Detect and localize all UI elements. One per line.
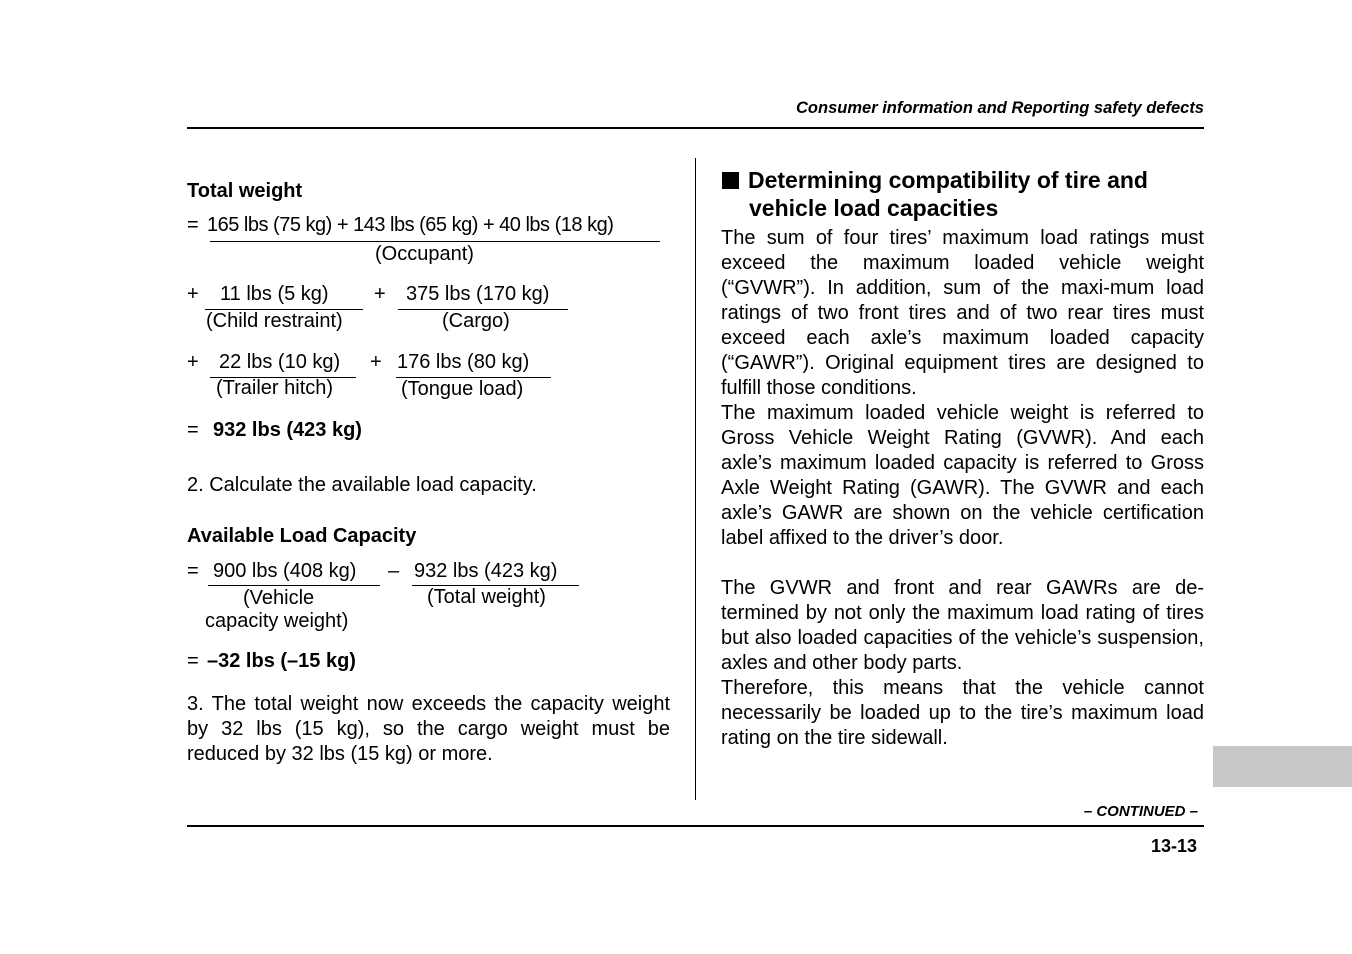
eq1-equals: =	[187, 214, 199, 236]
total-equals: =	[187, 419, 199, 441]
paragraph-2: The maximum loaded vehicle weight is referred to Gross Vehicle Weight Rating (GVWR). And each axle’s maximum loaded capacity is referred to Gross Axle Weight Rating (GAWR). The GVWR and each axle’s GAWR are shown on the vehicle certification label affixed to the driver’s door.	[721, 402, 1204, 549]
paragraph-1: The sum of four tires’ maximum load ratings must exceed the maximum loaded vehicle weight (“GVWR”). In addition, sum of the maxi-mum load ratings of two front tires and of two rear tires must exceed each axle’s maximum loaded capacity (“GAWR”). Original equipment tires are designed to fulfill those conditions.	[721, 227, 1204, 399]
total-weight-heading: Total weight	[187, 180, 303, 202]
step-3-text: 3. The total weight now exceeds the capacity weight by 32 lbs (15 kg), so the cargo weight must be reduced by 32 lbs (15 kg) or more.	[187, 693, 670, 765]
continued-marker: – CONTINUED –	[1083, 803, 1198, 820]
step-2-text: 2. Calculate the available load capacity.	[187, 474, 537, 496]
column-divider	[695, 158, 696, 800]
footer-rule	[187, 825, 1204, 827]
avail-label1b: capacity weight)	[205, 610, 349, 632]
avail-value2: 932 lbs (423 kg)	[414, 560, 558, 582]
eq1-underline	[210, 241, 660, 242]
row2-label1: (Child restraint)	[206, 310, 343, 332]
eq1-label: (Occupant)	[375, 243, 474, 265]
eq1-value: 165 lbs (75 kg) + 143 lbs (65 kg) + 40 lbs (18 kg)	[207, 214, 614, 236]
row2-plus1: +	[187, 283, 199, 305]
available-load-heading: Available Load Capacity	[187, 525, 417, 547]
avail-label1a: (Vehicle	[243, 587, 315, 609]
chapter-tab	[1213, 746, 1352, 787]
row3-label2: (Tongue load)	[401, 378, 524, 400]
result-equals: =	[187, 650, 199, 672]
heading-line1: Determining compatibility of tire and	[748, 167, 1148, 193]
row2-value2: 375 lbs (170 kg)	[406, 283, 550, 305]
total-value: 932 lbs (423 kg)	[213, 419, 362, 441]
header-rule	[187, 127, 1204, 129]
section-heading	[722, 166, 1202, 222]
result-value: –32 lbs (–15 kg)	[207, 650, 356, 672]
paragraph-4: Therefore, this means that the vehicle cannot necessarily be loaded up to the tire’s maximum load rating on the tire sidewall.	[721, 677, 1204, 749]
avail-minus: –	[388, 560, 400, 582]
running-header: Consumer information and Reporting safety defects	[796, 99, 1204, 117]
paragraph-3: The GVWR and front and rear GAWRs are de-termined by not only the maximum load rating of tires but also loaded capacities of the vehicle’s suspension, axles and other body parts.	[721, 577, 1204, 674]
avail-label2: (Total weight)	[427, 586, 546, 608]
row2-plus2: +	[374, 283, 386, 305]
square-bullet-icon	[722, 172, 739, 189]
row3-label1: (Trailer hitch)	[216, 377, 334, 399]
row3-plus2: +	[370, 351, 382, 373]
heading-line2: vehicle load capacities	[749, 195, 999, 221]
row3-value2: 176 lbs (80 kg)	[397, 351, 530, 373]
avail-value1: 900 lbs (408 kg)	[213, 560, 357, 582]
row2-value1: 11 lbs (5 kg)	[220, 283, 329, 305]
page-number: 13-13	[1150, 836, 1197, 856]
row3-value1: 22 lbs (10 kg)	[219, 351, 341, 373]
avail-equals: =	[187, 560, 199, 582]
row3-plus1: +	[187, 351, 199, 373]
row2-label2: (Cargo)	[442, 310, 510, 332]
avail-underline1	[208, 585, 380, 586]
